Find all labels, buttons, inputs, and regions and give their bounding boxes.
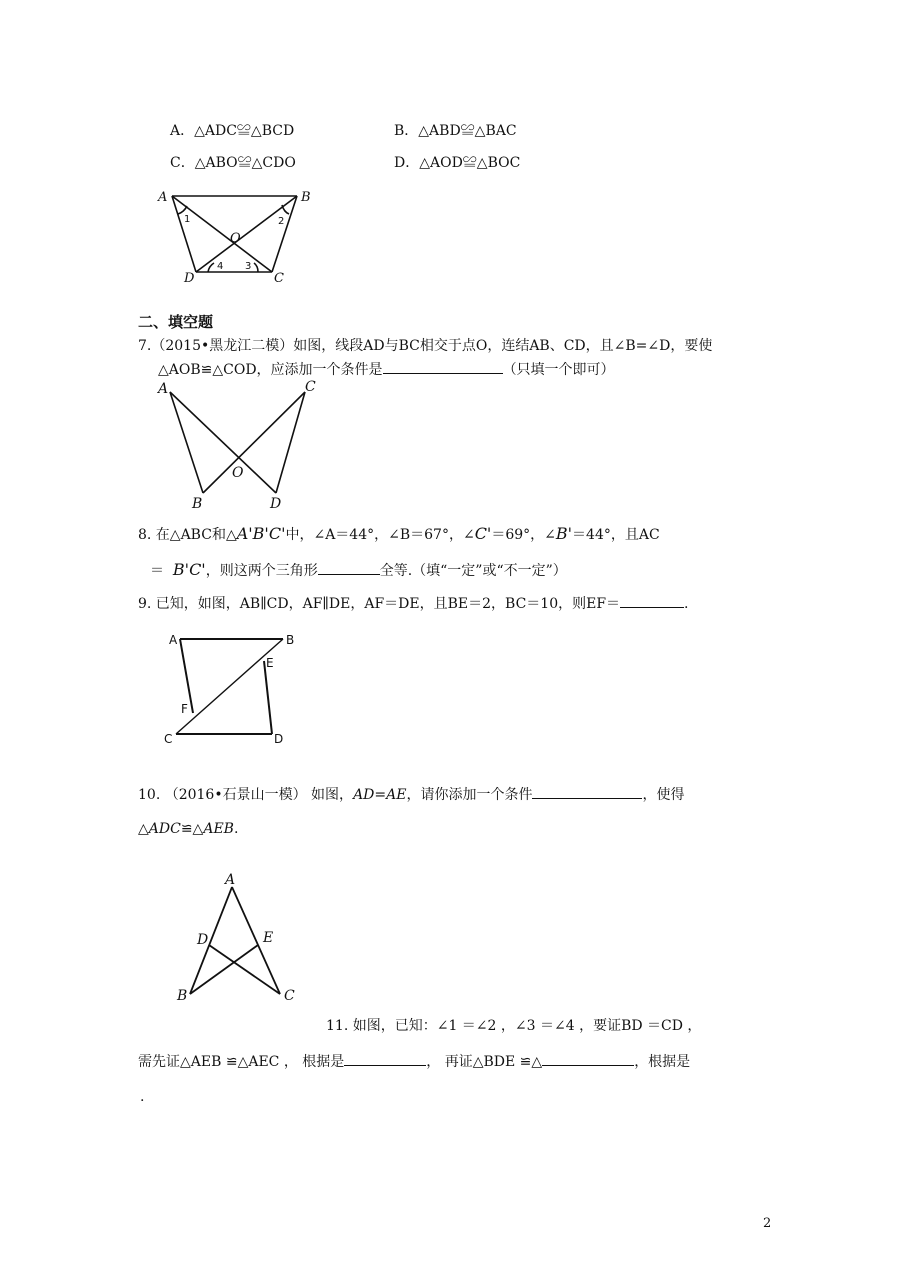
q11-text-3: ，根据是 [634,1054,691,1070]
q10-text-2: ，请你添加一个条件 [406,787,533,803]
q8-angle-c-prime: C' [474,524,492,543]
q10-end: . [233,821,239,837]
q11-text-2: ， 再证△BDE ≌△ [426,1054,543,1070]
q8-text-2: 中，∠A＝44°，∠B＝67°，∠ [285,527,475,543]
q6-label-a: A [158,190,168,205]
q10-eq: = [374,787,387,803]
q9-end: . [684,596,689,612]
q6-option-d: D．△AOD≌△BOC [394,155,521,171]
q7-text-b: （只填一个即可） [502,362,615,378]
q9-label-a: A [169,633,178,647]
q11-line-1: 11. 如图，已知：∠1 ＝∠2 ，∠3 ＝∠4 ，要证BD ＝CD ， [326,1018,702,1034]
q8-side-prime: B'C' [172,560,206,579]
q11-line-3: . [140,1089,145,1105]
q9-label-b: B [286,633,295,647]
q6-label-o: O [230,231,241,246]
q6-angle-3: 3 [245,261,252,272]
q10-ae: AE [386,787,407,803]
q11-line-2 [138,1053,690,1071]
q10-label-a: A [225,872,236,888]
section-title: 二、填空题 [138,313,214,331]
q10-ad: AD [353,787,375,803]
q8-triangle-prime: A'B'C' [236,524,286,543]
q9-label-d: D [274,732,284,746]
q10-label-c: C [284,988,295,1004]
q7-label-d: D [270,496,282,512]
q10-label-b: B [177,988,188,1004]
q10-label-e: E [263,930,274,946]
q6-option-a: A．△ADC≌△BCD [170,123,295,139]
q8-text-6: ，则这两个三角形 [205,563,318,579]
q9-label-f: F [181,702,188,716]
q6-angle-4: 4 [217,261,224,272]
q8-text-7: 全等.（填“一定”或“不一定”） [379,563,567,579]
q7-label-a: A [158,381,169,397]
q10-text-3: ，使得 [642,787,685,803]
q6-label-d: D [184,271,195,286]
q10-congruent: ≌△ [180,821,204,837]
q6-angle-1: 1 [184,214,191,225]
page-number: 2 [763,1216,772,1231]
q7-label-c: C [305,379,316,395]
q9-label-c: C [164,732,173,746]
q11-answer-blank-2[interactable] [542,1053,634,1066]
q8-text-1: 8. 在△ABC和△ [138,527,237,543]
q8-text-5: ＝ [150,563,164,579]
q7-text-a: △AOB≌△COD，应添加一个条件是 [158,362,383,378]
q6-label-c: C [274,271,284,286]
q9-label-e: E [266,656,274,670]
q11-answer-blank-1[interactable] [344,1053,426,1066]
q10-label-d: D [197,932,209,948]
q7-label-b: B [192,496,203,512]
q10-tri-1: △ [138,821,149,837]
q6-option-c: C．△ABO≌△CDO [170,155,296,171]
q10-adc: ADC [148,821,181,837]
q11-text-1: 需先证△AEB ≌△AEC ， 根据是 [138,1054,345,1070]
q6-option-b: B．△ABD≌△BAC [394,123,517,139]
q10-aeb: AEB [203,821,234,837]
q6-angle-2: 2 [278,216,285,227]
q10-text-1: 10. （2016•石景山一模） 如图， [138,787,354,803]
q7-label-o: O [232,465,244,481]
q8-angle-b-prime: B' [555,524,573,543]
q6-label-b: B [301,190,311,205]
q7-line-1: 7.（2015•黑龙江二模）如图，线段AD与BC相交于点O，连结AB、CD，且∠B=∠D，要使 [138,338,713,354]
q8-text-4: ＝44°，且AC [572,527,660,543]
q9-text: 9. 已知，如图，AB∥CD，AF∥DE，AF＝DE，且BE＝2，BC＝10，则EF＝ [138,596,621,612]
q8-text-3: ＝69°，∠ [491,527,556,543]
